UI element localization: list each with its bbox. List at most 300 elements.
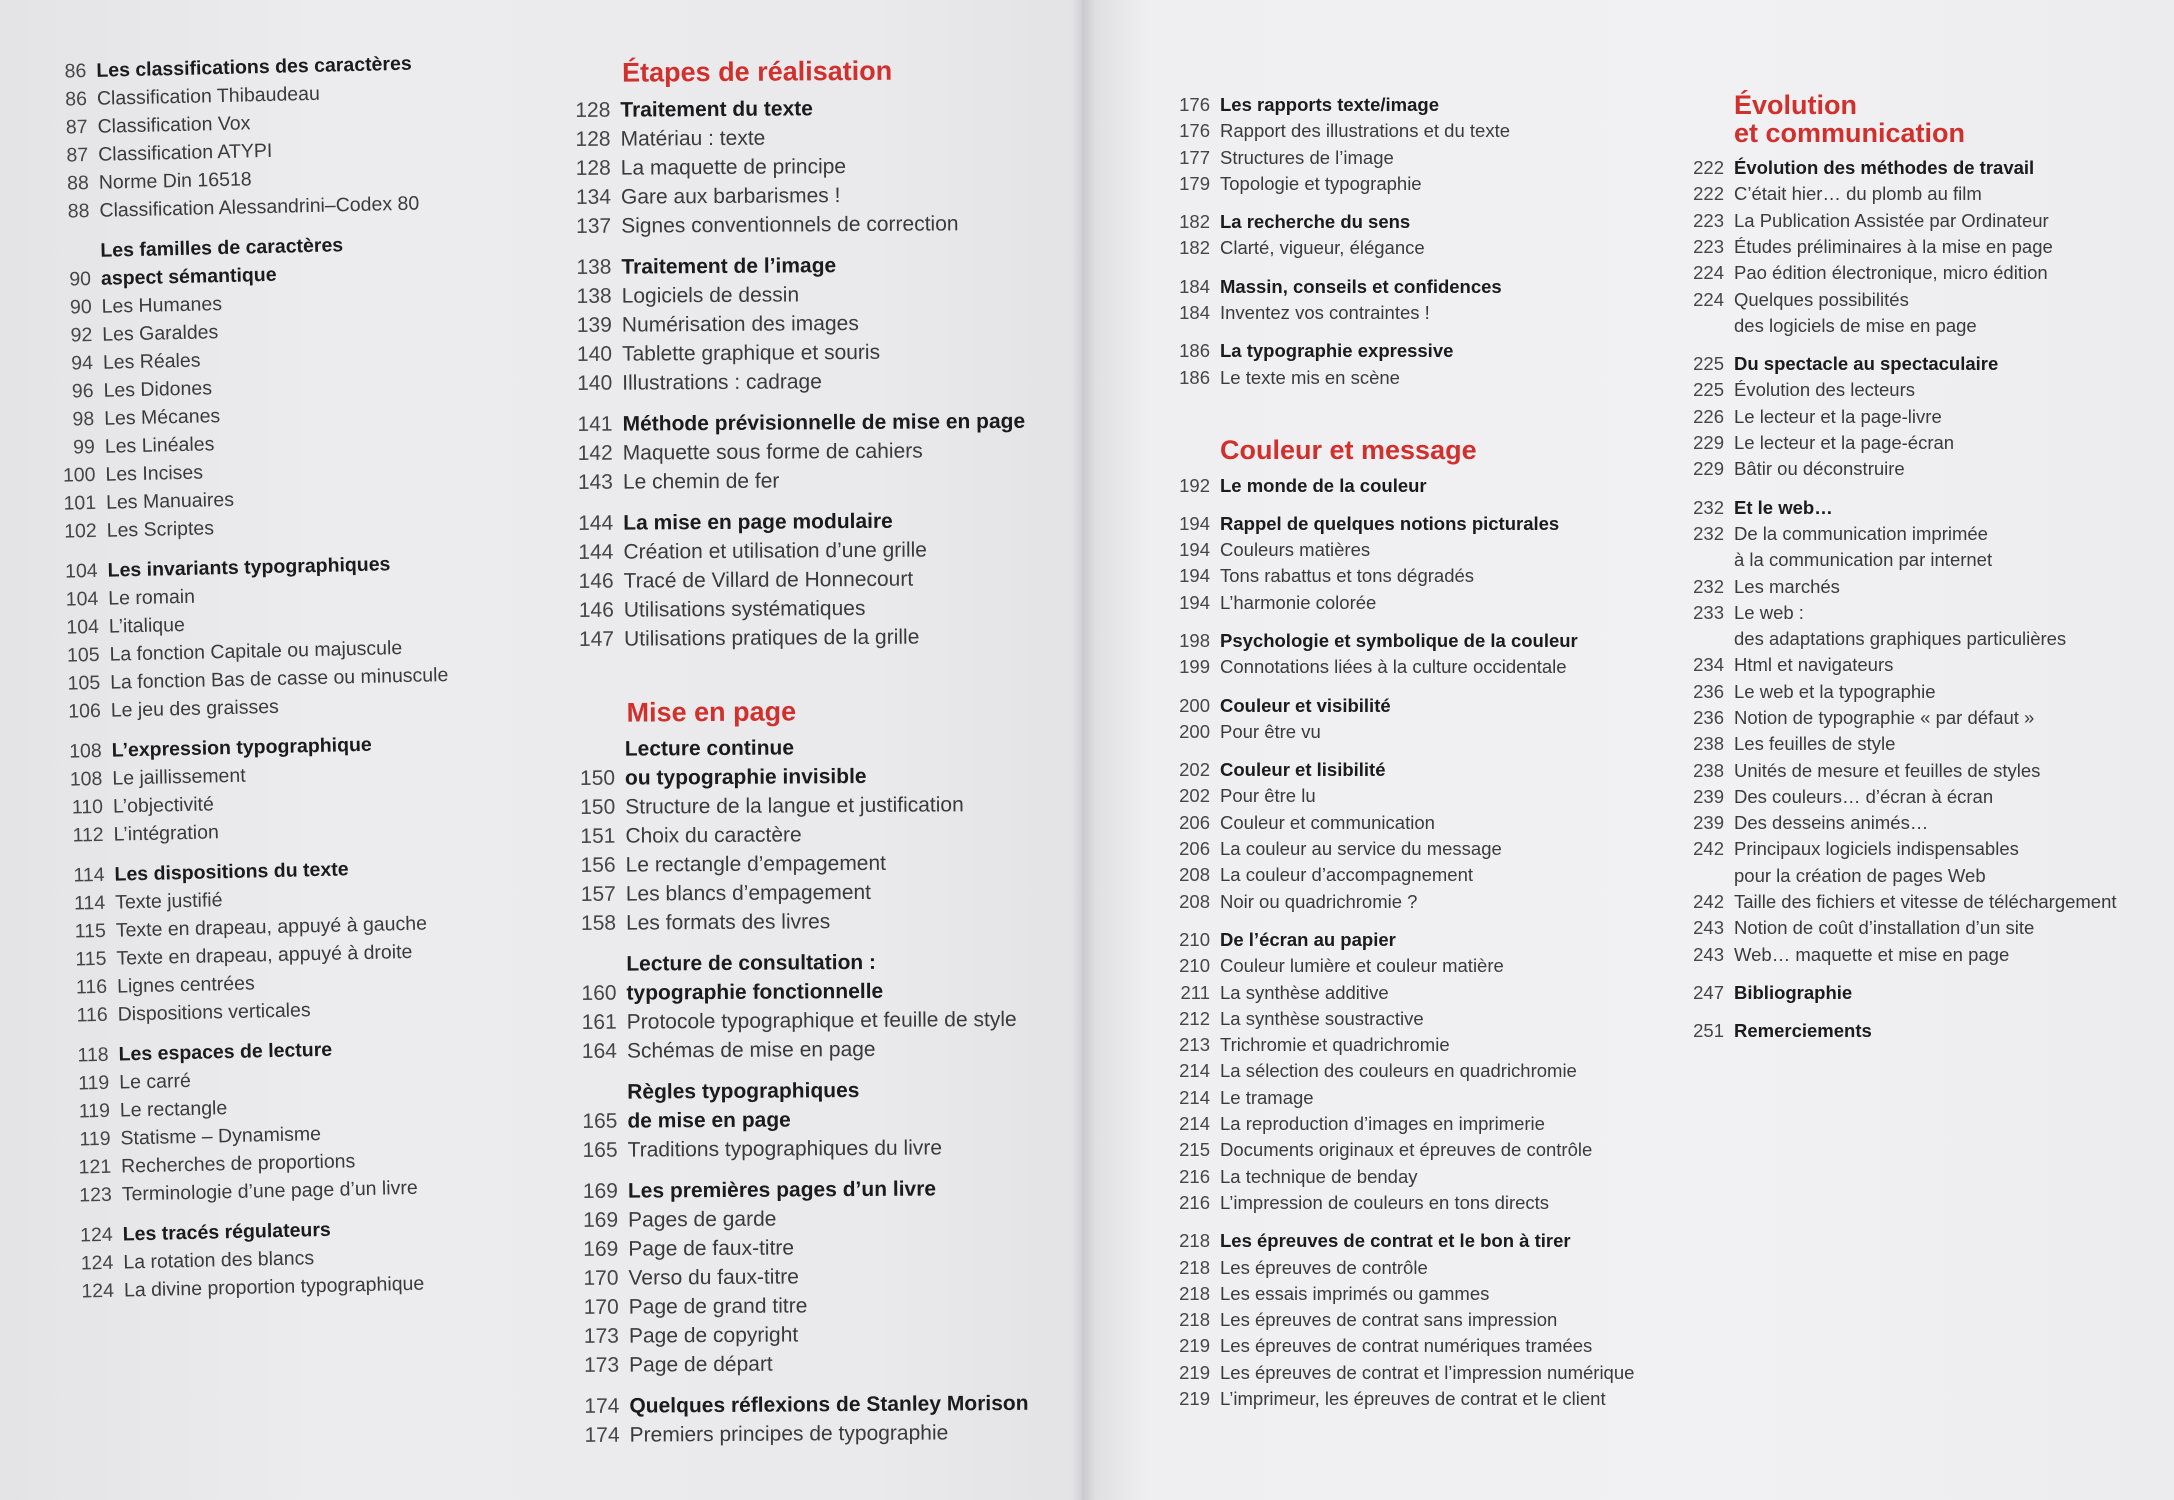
- entry-title: Signes conventionnels de correction: [621, 211, 959, 238]
- page-number: 239: [1693, 785, 1724, 807]
- toc-entry: [1682, 679, 2162, 705]
- entry-title: La couleur au service du message: [1220, 838, 1502, 860]
- page-number: 141: [577, 412, 613, 436]
- page-number: 176: [1179, 120, 1210, 142]
- page-number: 242: [1693, 891, 1724, 913]
- toc-group: [1168, 274, 1728, 327]
- entry-title: Pour être lu: [1220, 785, 1316, 807]
- page-number: 102: [63, 519, 97, 543]
- entry-title: Le jaillissement: [112, 764, 246, 790]
- entry-title: La fonction Bas de casse ou minuscule: [109, 663, 449, 694]
- toc-entry: [1168, 1032, 1728, 1058]
- page-number: 146: [578, 569, 614, 593]
- page-number: 138: [576, 255, 612, 279]
- page-number: 169: [582, 1179, 618, 1204]
- toc-entry: [1682, 626, 2162, 652]
- toc-group: [70, 1210, 592, 1306]
- entry-title: Texte en drapeau, appuyé à gauche: [115, 912, 428, 942]
- toc-chapter-entry: [575, 732, 1075, 764]
- page-number: 238: [1693, 733, 1724, 755]
- page-number: 216: [1179, 1191, 1210, 1213]
- page-number: 98: [72, 407, 95, 431]
- page-number: 92: [70, 323, 93, 347]
- toc-entry: [1168, 1006, 1728, 1032]
- page-number: 223: [1693, 209, 1724, 231]
- toc-column-4: [1682, 92, 2162, 1057]
- entry-title: Les premières pages d’un livre: [627, 1177, 937, 1203]
- page-number: 226: [1693, 405, 1724, 427]
- toc-entry: [578, 1232, 1078, 1264]
- entry-title: L’expression typographique: [111, 733, 372, 762]
- toc-entry: [1168, 1360, 1728, 1386]
- entry-title: La recherche du sens: [1220, 211, 1411, 233]
- toc-group: [575, 732, 1076, 938]
- toc-group: [579, 1389, 1079, 1450]
- toc-entry: [1168, 980, 1728, 1006]
- toc-group: [1168, 693, 1728, 746]
- toc-entry: [574, 621, 1074, 653]
- entry-title: Le rectangle d’empagement: [625, 851, 887, 877]
- page-number: 88: [66, 172, 90, 195]
- entry-title: Les rapports texte/image: [1220, 94, 1439, 115]
- toc-entry: [575, 819, 1075, 851]
- entry-title: Les tracés régulateurs: [122, 1218, 332, 1246]
- entry-title: La mise en page modulaire: [623, 509, 893, 535]
- entry-title: Le rectangle: [119, 1097, 228, 1122]
- page-number: 151: [580, 824, 616, 849]
- toc-entry: [576, 906, 1076, 938]
- toc-entry: [1682, 758, 2162, 784]
- section-title: Couleur et message: [1220, 434, 1477, 465]
- page-number: 194: [1179, 539, 1210, 561]
- page-number: 202: [1179, 759, 1210, 781]
- toc-entry: [580, 1418, 1080, 1450]
- page-number: 216: [1179, 1165, 1210, 1187]
- entry-title: Html et navigateurs: [1734, 654, 1894, 676]
- entry-title: Statisme – Dynamisme: [120, 1122, 322, 1150]
- toc-chapter-entry: [577, 1075, 1077, 1107]
- toc-column-1: [44, 46, 592, 1317]
- toc-chapter-entry: [1168, 92, 1728, 118]
- page-number: 242: [1693, 838, 1724, 860]
- toc-group: [1168, 628, 1728, 681]
- entry-title: Topologie et typographie: [1220, 172, 1422, 194]
- page-number: 104: [66, 615, 100, 639]
- entry-title: Page de grand titre: [628, 1294, 808, 1319]
- page-number: 156: [580, 853, 616, 878]
- page-number: 161: [581, 1010, 617, 1035]
- page-number: 112: [72, 823, 104, 847]
- entry-title: Noir ou quadrichromie ?: [1220, 890, 1418, 912]
- toc-group: [1168, 338, 1728, 391]
- toc-chapter-entry: [572, 406, 1072, 438]
- entry-title: Premiers principes de typographie: [629, 1421, 949, 1447]
- page-number: 128: [575, 156, 611, 180]
- toc-chapter-entry: [1168, 274, 1728, 300]
- toc-entry: [1682, 836, 2162, 862]
- toc-group: [48, 226, 575, 546]
- toc-entry: [1168, 862, 1728, 888]
- page-number: 247: [1693, 981, 1724, 1003]
- entry-title: Web… maquette et mise en page: [1734, 943, 2010, 965]
- entry-title: Traditions typographiques du livre: [627, 1136, 943, 1162]
- page-number: 177: [1179, 146, 1210, 168]
- page-number: 194: [1179, 565, 1210, 587]
- toc-entry: [574, 563, 1074, 595]
- toc-group: [1682, 980, 2162, 1006]
- page-number: 86: [64, 88, 88, 111]
- toc-entry: [576, 848, 1076, 880]
- entry-title: à la communication par internet: [1734, 549, 1993, 571]
- page-number: 238: [1693, 759, 1724, 781]
- entry-title: Couleurs matières: [1220, 539, 1371, 561]
- entry-title: La synthèse soustractive: [1220, 1007, 1424, 1029]
- entry-title: Traitement du texte: [620, 96, 813, 122]
- entry-title: Les dispositions du texte: [114, 858, 349, 886]
- page-number: 239: [1693, 812, 1724, 834]
- entry-title: La couleur d’accompagnement: [1220, 864, 1473, 886]
- toc-entry: [1168, 1307, 1728, 1333]
- page-number: 174: [584, 1423, 620, 1447]
- toc-entry: [1168, 590, 1728, 616]
- page-number: 174: [584, 1394, 620, 1418]
- entry-title: Page de départ: [629, 1352, 773, 1377]
- page-number: 115: [74, 919, 107, 943]
- page-number: 200: [1179, 694, 1210, 716]
- toc-entry: [1168, 1058, 1728, 1084]
- page-number: 202: [1179, 785, 1210, 807]
- page-number: 214: [1179, 1086, 1210, 1108]
- entry-title: Classification Vox: [97, 112, 251, 138]
- entry-title: typographie fonctionnelle: [626, 979, 884, 1005]
- entry-title: Les familles de caractères: [100, 234, 344, 262]
- page-number: 114: [73, 891, 106, 915]
- toc-entry: [572, 336, 1072, 368]
- toc-entry: [1682, 430, 2162, 456]
- page-number: 110: [71, 795, 104, 819]
- entry-title: Norme Din 16518: [98, 168, 252, 194]
- entry-title: Pour être vu: [1220, 720, 1321, 742]
- entry-title: Maquette sous forme de cahiers: [622, 439, 923, 465]
- page-number: 169: [582, 1208, 619, 1232]
- toc-group: [1168, 511, 1728, 616]
- page-number: 160: [581, 981, 617, 1006]
- entry-title: Quelques possibilités: [1734, 288, 1909, 310]
- entry-title: Du spectacle au spectaculaire: [1734, 353, 1999, 375]
- entry-title: Les épreuves de contrat et le bon à tirer: [1220, 1230, 1571, 1252]
- page-number: 105: [67, 671, 101, 695]
- entry-title: Notion de typographie « par défaut »: [1734, 707, 2035, 728]
- entry-title: Le lecteur et la page-livre: [1734, 405, 1942, 427]
- entry-title: La maquette de principe: [620, 154, 847, 180]
- page-number: 199: [1179, 656, 1210, 678]
- page-number: 218: [1179, 1282, 1210, 1304]
- entry-title: ou typographie invisible: [624, 765, 867, 790]
- entry-title: Matériau : texte: [620, 126, 766, 151]
- entry-title: Les classifications des caractères: [96, 52, 412, 82]
- page-number: 146: [578, 598, 614, 622]
- section-title: Mise en page: [626, 695, 797, 728]
- toc-chapter-entry: [576, 976, 1076, 1008]
- page-number: 200: [1179, 720, 1210, 742]
- page-number: 150: [580, 795, 616, 820]
- page-number: 90: [69, 267, 92, 291]
- toc-entry: [571, 208, 1071, 240]
- entry-title: Le chemin de fer: [622, 469, 780, 494]
- toc-chapter-entry: [578, 1174, 1078, 1206]
- entry-title: Évolution des méthodes de travail: [1734, 157, 2035, 179]
- toc-entry: [1682, 652, 2162, 678]
- entry-title: Les essais imprimés ou gammes: [1220, 1282, 1490, 1304]
- toc-entry: [1168, 889, 1728, 915]
- page-number: 234: [1693, 654, 1724, 676]
- section-title: Évolution et communication: [1734, 90, 1966, 148]
- toc-entry: [1682, 915, 2162, 941]
- entry-title: Pages de garde: [628, 1207, 777, 1232]
- page-number: 119: [78, 1099, 111, 1123]
- entry-title: Texte justifié: [114, 889, 223, 914]
- toc-entry: [1682, 521, 2162, 547]
- toc-entry: [579, 1319, 1079, 1351]
- page-number: 243: [1693, 917, 1724, 939]
- toc-entry: [572, 365, 1072, 397]
- toc-group: [59, 726, 581, 850]
- page-number: 88: [67, 200, 90, 223]
- page-number: 100: [62, 463, 96, 487]
- entry-title: Tablette graphique et souris: [621, 340, 881, 366]
- toc-entry: [1168, 953, 1728, 979]
- entry-title: Le monde de la couleur: [1220, 474, 1427, 496]
- page-number: 115: [75, 947, 107, 971]
- entry-title: Gare aux barbarismes !: [620, 183, 841, 209]
- toc-entry: [1682, 313, 2162, 339]
- entry-title: Couleur et visibilité: [1220, 694, 1391, 716]
- toc-chapter-entry: [1682, 1018, 2162, 1044]
- toc-group: [1682, 1018, 2162, 1044]
- page-number: 143: [577, 470, 614, 494]
- toc-entry: [1168, 537, 1728, 563]
- toc-chapter-entry: [577, 1104, 1077, 1136]
- entry-title: Le texte mis en scène: [1220, 366, 1400, 388]
- toc-entry: [1168, 1386, 1728, 1412]
- page-number: 232: [1693, 522, 1724, 544]
- page-number: 236: [1693, 680, 1724, 702]
- page-number: 229: [1693, 458, 1724, 480]
- page-number: 86: [64, 60, 87, 83]
- entry-title: Dispositions verticales: [117, 999, 311, 1026]
- toc-entry: [575, 790, 1075, 822]
- entry-title: L’imprimeur, les épreuves de contrat et le client: [1220, 1388, 1606, 1409]
- page-number: 225: [1693, 379, 1724, 401]
- entry-title: Logiciels de dessin: [621, 282, 800, 308]
- entry-title: La typographie expressive: [1220, 340, 1454, 362]
- entry-title: Taille des fichiers et vitesse de téléchargement: [1734, 891, 2117, 913]
- toc-entry: [1682, 234, 2162, 260]
- entry-title: Les Humanes: [101, 293, 223, 318]
- entry-title: Méthode prévisionnelle de mise en page: [622, 409, 1026, 436]
- page-number: 106: [68, 699, 102, 723]
- page-number: 144: [578, 511, 614, 535]
- toc-entry: [579, 1348, 1079, 1380]
- entry-title: Utilisations pratiques de la grille: [623, 625, 920, 651]
- page-number: 208: [1179, 890, 1210, 912]
- page-number: 179: [1179, 172, 1210, 194]
- entry-title: Clarté, vigueur, élégance: [1220, 237, 1425, 259]
- page-number: 170: [583, 1266, 619, 1290]
- page-number: 219: [1179, 1335, 1210, 1357]
- entry-title: La Publication Assistée par Ordinateur: [1734, 209, 2049, 231]
- toc-entry: [1168, 1281, 1728, 1307]
- page-number: 198: [1179, 629, 1210, 651]
- entry-title: Illustrations : cadrage: [622, 369, 822, 395]
- toc-chapter-entry: [1168, 927, 1728, 953]
- entry-title: La sélection des couleurs en quadrichromie: [1220, 1060, 1577, 1082]
- entry-title: Le jeu des graisses: [110, 695, 280, 722]
- entry-title: Traitement de l’image: [621, 253, 837, 279]
- page-number: 138: [576, 284, 612, 308]
- page-number: 119: [77, 1071, 110, 1095]
- entry-title: Les blancs d’empagement: [625, 880, 872, 906]
- page-number: 119: [79, 1127, 111, 1151]
- entry-title: Remerciements: [1734, 1020, 1872, 1042]
- page-number: 218: [1179, 1230, 1210, 1252]
- entry-title: Notion de coût d’installation d’un site: [1734, 917, 2035, 939]
- page-number: 232: [1693, 496, 1724, 518]
- toc-entry: [1682, 600, 2162, 626]
- entry-title: Pao édition électronique, micro édition: [1734, 262, 2048, 284]
- toc-entry: [1682, 942, 2162, 968]
- entry-title: Trichromie et quadrichromie: [1220, 1034, 1450, 1056]
- toc-group: [44, 46, 568, 226]
- page-number: 211: [1180, 981, 1210, 1003]
- page-number: 124: [81, 1279, 115, 1303]
- toc-group: [55, 546, 579, 726]
- entry-title: Bâtir ou déconstruire: [1734, 458, 1905, 480]
- entry-title: La technique de benday: [1220, 1165, 1418, 1187]
- entry-title: Quelques réflexions de Stanley Morison: [629, 1391, 1029, 1418]
- page-number: 218: [1179, 1256, 1210, 1278]
- toc-entry: [1682, 287, 2162, 313]
- page-number: 194: [1179, 512, 1210, 534]
- entry-title: Le web :: [1734, 601, 1804, 623]
- toc-entry: [577, 1005, 1077, 1037]
- entry-title: La synthèse additive: [1220, 981, 1389, 1003]
- page-number: 157: [580, 882, 616, 907]
- page-number: 99: [72, 435, 96, 459]
- page-number: 184: [1179, 275, 1210, 297]
- toc-entry: [1168, 563, 1728, 589]
- toc-chapter-entry: [1682, 980, 2162, 1006]
- page-number: 87: [66, 144, 89, 167]
- toc-entry: [1682, 404, 2162, 430]
- toc-group: [573, 505, 1074, 653]
- toc-entry: [1168, 118, 1728, 144]
- entry-title: Verso du faux-titre: [628, 1265, 800, 1290]
- entry-title: Schémas de mise en page: [626, 1037, 876, 1063]
- page-number: 104: [65, 587, 99, 611]
- entry-title: Couleur et communication: [1220, 811, 1435, 833]
- entry-title: des adaptations graphiques particulières: [1734, 628, 2067, 650]
- entry-title: Règles typographiques: [627, 1079, 860, 1104]
- entry-title: Lignes centrées: [116, 972, 255, 998]
- page-number: 224: [1693, 262, 1724, 284]
- entry-title: Terminologie d’une page d’un livre: [121, 1176, 418, 1206]
- entry-title: Et le web…: [1734, 496, 1833, 518]
- toc-chapter-entry: [575, 761, 1075, 793]
- toc-entry: [578, 1203, 1078, 1235]
- page-number: 116: [76, 1003, 108, 1027]
- toc-entry: [573, 464, 1073, 496]
- page-number: 116: [75, 975, 108, 999]
- toc-entry: [1682, 208, 2162, 234]
- page-number: 105: [66, 643, 100, 667]
- toc-group: [1682, 495, 2162, 968]
- page-number: 173: [583, 1353, 620, 1377]
- page-number: 144: [578, 540, 614, 564]
- page-number: 219: [1179, 1361, 1210, 1383]
- page-number: 165: [582, 1138, 618, 1163]
- entry-title: L’harmonie colorée: [1220, 591, 1377, 613]
- page-number: 192: [1179, 474, 1210, 496]
- toc-chapter-entry: [571, 249, 1071, 281]
- toc-entry: [1168, 1333, 1728, 1359]
- toc-entry: [1168, 1164, 1728, 1190]
- page-number: 124: [80, 1251, 114, 1275]
- page-number: 128: [575, 98, 611, 122]
- toc-entry: [1682, 181, 2162, 207]
- entry-title: Couleur et lisibilité: [1220, 759, 1386, 781]
- entry-title: Les Didones: [103, 377, 213, 402]
- page-number: 182: [1179, 237, 1210, 259]
- entry-title: Les feuilles de style: [1734, 733, 1896, 755]
- toc-entry: [577, 1034, 1077, 1066]
- entry-title: Page de faux-titre: [628, 1236, 795, 1261]
- entry-title: Unités de mesure et feuilles de styles: [1734, 759, 2041, 781]
- toc-chapter-entry: [1168, 209, 1728, 235]
- entry-title: Classification ATYPI: [97, 139, 273, 166]
- page-number: [49, 257, 91, 258]
- toc-entry: [1168, 145, 1728, 171]
- toc-entry: [1682, 705, 2162, 731]
- entry-title: Protocole typographique et feuille de style: [626, 1007, 1017, 1034]
- entry-title: Classification Thibaudeau: [96, 82, 321, 110]
- toc-entry: [1168, 365, 1728, 391]
- page-number: 251: [1693, 1020, 1724, 1042]
- entry-title: pour la création de pages Web: [1734, 864, 1986, 886]
- toc-entry: [1682, 547, 2162, 573]
- page-number: 215: [1179, 1139, 1210, 1161]
- entry-title: Connotations liées à la culture occidentale: [1220, 656, 1567, 678]
- entry-title: Les épreuves de contrôle: [1220, 1256, 1428, 1278]
- page-number: 206: [1179, 811, 1210, 833]
- toc-entry: [1168, 719, 1728, 745]
- page-number: 184: [1179, 302, 1210, 324]
- toc-entry: [1682, 810, 2162, 836]
- page-number: 96: [71, 379, 94, 403]
- entry-title: L’intégration: [113, 821, 220, 846]
- page-number: 128: [575, 127, 611, 151]
- page-number: 139: [576, 313, 612, 337]
- toc-entry: [1168, 1255, 1728, 1281]
- toc-chapter-entry: [576, 947, 1076, 979]
- toc-entry: [572, 278, 1072, 310]
- toc-column-3: [1168, 92, 1728, 1424]
- page-number: 222: [1693, 157, 1724, 179]
- toc-entry: [1682, 456, 2162, 482]
- entry-title: Les formats des livres: [625, 910, 831, 935]
- toc-entry: [1168, 1085, 1728, 1111]
- entry-title: L’impression de couleurs en tons directs: [1220, 1191, 1550, 1213]
